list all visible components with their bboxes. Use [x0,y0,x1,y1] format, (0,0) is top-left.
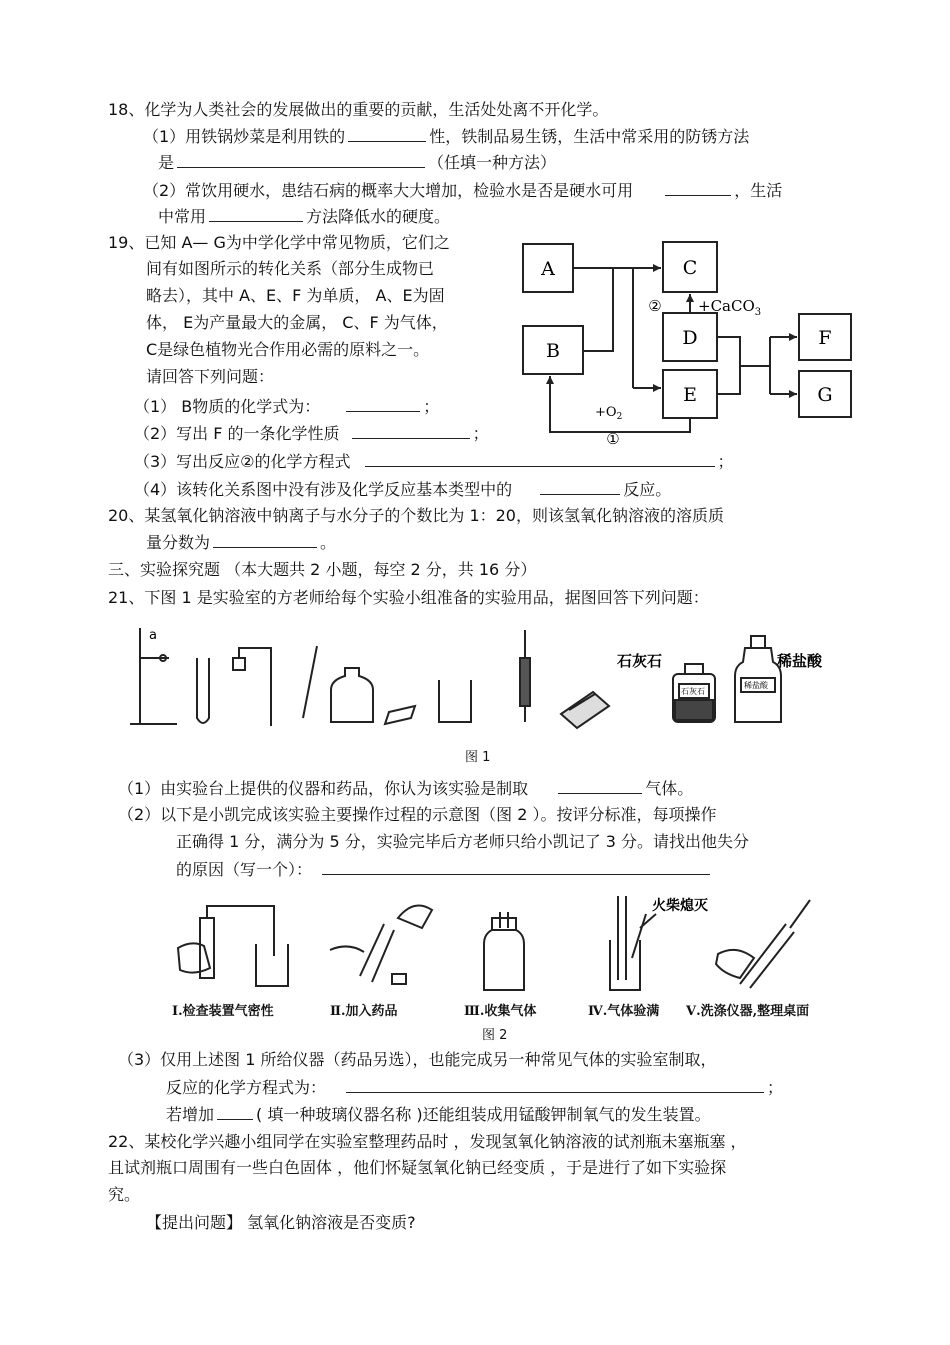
q19-sub3 [134,451,734,472]
q21-part2-text-c: 的原因（写一个）： [176,860,313,879]
q18-part1-line2 [158,152,556,173]
step3-caption: Ⅲ.收集气体 [464,1004,537,1019]
q18-blank-1[interactable] [348,126,426,142]
q19-sub2-end: ； [472,424,489,443]
q19-transform-diagram [515,236,860,448]
q18-blank-2[interactable] [177,152,425,168]
q18-part1-text-d: （任填一种方法） [428,153,557,172]
q21-part2-line1: （2）以下是小凯完成该实验主要操作过程的示意图（图 2 ）。按评分标准，每项操作 [118,805,717,824]
fire-out-label: 火柴熄灭 [652,898,708,914]
q22-line3: 究。 [108,1185,141,1204]
q19-sub2 [134,423,489,444]
figure-2-operations [170,888,830,998]
q19-line4: 体， E为产量最大的金属， C、F 为气体， [146,313,448,332]
box-f-label: F [818,327,832,349]
step4-gas-check-icon [610,896,656,990]
q21-blank-3[interactable] [346,1077,764,1093]
q19-sub3-end: ； [717,452,734,471]
q21-blank-1[interactable] [558,778,642,794]
step1-airtight-icon [178,906,288,986]
q21-part3-end: ； [767,1078,784,1097]
box-a-label: A [541,258,555,280]
q19-line3: 略去），其中 A、E、F 为单质， A、E为固 [146,286,445,305]
reaction-1-label: ① [606,430,620,448]
q21-part3-line3 [166,1104,711,1125]
q18-part2-line2 [158,206,450,227]
step2-caption: Ⅱ.加入药品 [330,1004,398,1019]
figure-2-caption: 图 2 [482,1028,508,1043]
acid-name: 稀盐酸 [777,652,823,670]
reaction-2-label: ② [648,297,662,315]
acid-bottle-label: 稀盐酸 [744,681,768,690]
q20-line2 [146,532,336,553]
q21-part3-line2 [166,1077,783,1098]
q21-part2-line2: 正确得 1 分，满分为 5 分，实验完毕后方老师只给小凯记了 3 分。请找出他失分 [176,832,750,851]
caco3-text: +CaCO [698,297,755,315]
beaker-icon [439,680,471,722]
q21-part3-line1: （3）仅用上述图 1 所给仪器（药品另选），也能完成另一种常见气体的实验室制取， [118,1050,717,1069]
q21-part1-text-a: （1）由实验台上提供的仪器和药品，你认为该实验是制取 [118,779,529,798]
step4-caption: Ⅳ.气体验满 [588,1004,660,1019]
q21-part3-text-d: ( 填一种玻璃仪器名称 )还能组装成用锰酸钾制氧气的发生装置。 [256,1105,711,1124]
caco3-label [698,297,761,318]
q19-blank-4[interactable] [540,479,620,495]
matchbox-icon [561,692,609,728]
box-g-label: G [817,384,833,406]
figure-1-equipment [125,618,865,738]
q19-line6: 请回答下列问题： [146,367,275,386]
q21-part3-text-b: 反应的化学方程式为： [166,1078,327,1097]
q21-part1-text-b: 气体。 [645,779,694,798]
q18-part1-line1 [143,126,749,147]
q18-part1-text-c: 是 [158,153,175,172]
q18-part2-text-d: 方法降低水的硬度。 [306,207,451,226]
q19-sub4 [134,479,671,500]
q21-part3-text-c: 若增加 [166,1105,215,1124]
q18-part1-text-a: （1）用铁锅炒菜是利用铁的 [143,127,346,146]
caco3-subscript: 3 [754,307,762,318]
q20-line2-end: 。 [320,533,337,552]
glass-sheet-icon [385,706,415,724]
acid-bottle-icon [735,636,781,722]
step5-caption: Ⅴ.洗涤仪器,整理桌面 [686,1004,810,1019]
q18-part2-line1 [143,180,782,201]
o2-label [595,405,622,422]
q19-sub1-end: ； [423,397,440,416]
glass-rod-icon [303,646,317,718]
q19-line1: 19、已知 A— G为中学化学中常见物质，它们之 [108,233,450,252]
box-d-label: D [682,327,698,349]
q21-blank-4[interactable] [217,1104,253,1120]
o2-text: +O [595,405,617,420]
q21-blank-2[interactable] [322,859,710,875]
q19-sub1-text: （1） B物质的化学式为： [134,397,321,416]
box-b-label: B [546,340,560,362]
q22-question-heading: 【提出问题】 氢氧化钠溶液是否变质? [146,1213,416,1232]
step3-gas-bottle-icon [484,912,524,990]
q20-line1: 20、某氢氧化钠溶液中钠离子与水分子的个数比为 1：20，则该氢氧化钠溶液的溶质质 [108,506,724,525]
q21-title: 21、下图 1 是实验室的方老师给每个实验小组准备的实验用品，据图回答下列问题： [108,588,709,607]
q19-line5: C是绿色植物光合作用必需的原料之一。 [146,340,430,359]
q18-part1-text-b: 性，铁制品易生锈，生活中常采用的防锈方法 [429,127,750,146]
q18-blank-3[interactable] [665,180,731,196]
q22-line1: 22、某校化学兴趣小组同学在实验室整理药品时 ，发现氢氧化钠溶液的试剂瓶未塞瓶塞 ， [108,1132,747,1151]
q21-part2-line3 [176,859,713,880]
q20-line2-text: 量分数为 [146,533,211,552]
box-c-label: C [682,257,698,279]
q19-sub1 [134,396,439,417]
q18-blank-4[interactable] [209,206,303,222]
q19-blank-2[interactable] [352,423,470,439]
q18-part2-text-b: ，生活 [734,181,783,200]
figure-1-caption: 图 1 [465,750,491,765]
gas-bottle-icon [331,668,373,722]
q19-blank-1[interactable] [346,396,420,412]
o2-subscript: 2 [616,412,623,422]
q19-blank-3[interactable] [365,451,715,467]
step5-wash-icon [716,900,810,988]
q22-line2: 且试剂瓶口周围有一些白色固体 ，他们怀疑氢氧化钠已经变质 ，于是进行了如下实验探 [108,1158,727,1177]
stopper-tube-icon [233,648,271,726]
q18-part2-text-c: 中常用 [158,207,207,226]
q19-sub4-text-a: （4）该转化关系图中没有涉及化学反应基本类型中的 [134,480,513,499]
section-3-heading: 三、实验探究题 （本大题共 2 小题，每空 2 分，共 16 分） [108,560,537,579]
stand-label-a: a [149,628,157,643]
limestone-name: 石灰石 [617,652,663,670]
q20-blank[interactable] [213,532,317,548]
step1-caption: Ⅰ.检查装置气密性 [172,1004,274,1019]
q19-sub3-text: （3）写出反应②的化学方程式 [134,452,351,471]
step2-add-reagent-icon [330,906,432,985]
q18-title: 18、化学为人类社会的发展做出的重要的贡献，生活处处离不开化学。 [108,100,609,119]
test-tube-icon [197,658,209,723]
q21-part1 [118,778,693,799]
q19-sub4-text-b: 反应。 [623,480,672,499]
q19-line2: 间有如图所示的转化关系（部分生成物已 [146,259,435,278]
q18-part2-text-a: （2）常饮用硬水，患结石病的概率大大增加，检验水是否是硬水可用 [143,181,634,200]
limestone-jar-label: 石灰石 [681,687,705,696]
brush-icon [520,630,530,722]
box-e-label: E [683,384,697,406]
q19-sub2-text: （2）写出 F 的一条化学性质 [134,424,340,443]
